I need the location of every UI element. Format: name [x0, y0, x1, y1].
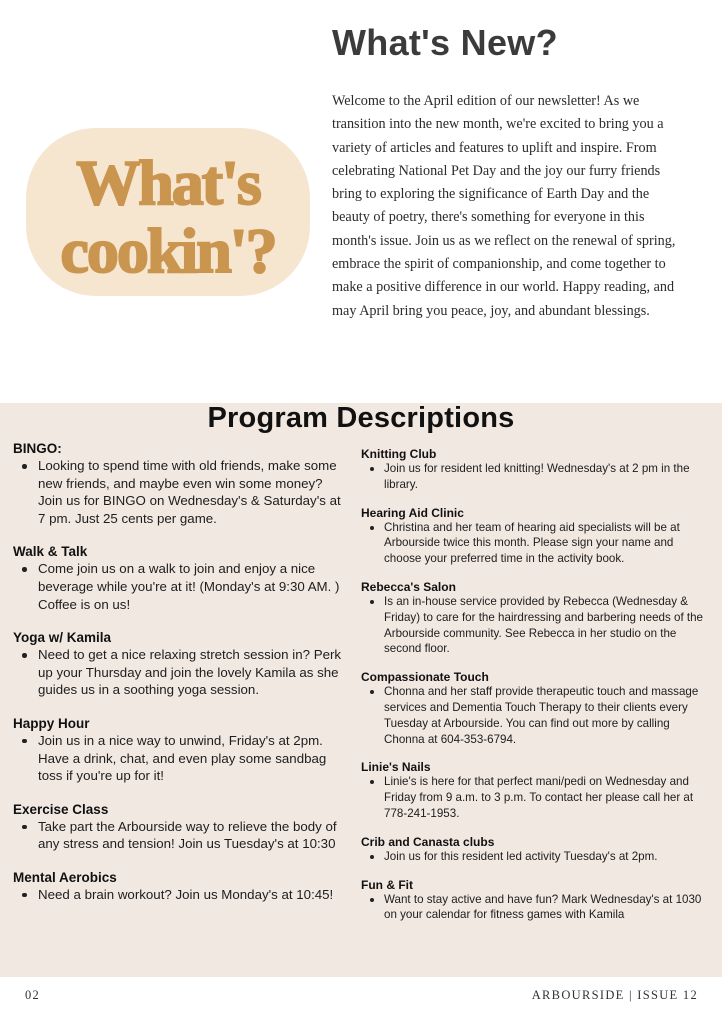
program-description: Is an in-house service provided by Rebecca (Wednesday & Friday) to care for the hairdressing and barbering needs of the Arbourside community. See Rebecca in her studio on the second floor.: [361, 594, 711, 657]
program-descriptions-title: Program Descriptions: [207, 402, 515, 434]
program-item: [13, 870, 343, 904]
page-title: What's New?: [332, 22, 558, 63]
program-description: Join us in a nice way to unwind, Friday's at 2pm. Have a drink, chat, and even play some sandbag toss if you're up for it!: [13, 732, 343, 785]
program-description: Take part the Arbourside way to relieve the body of any stress and tension! Join us Tuesday's at 10:30: [13, 818, 343, 853]
program-name: Knitting Club: [361, 447, 437, 461]
program-item: [13, 544, 343, 613]
program-name: Walk & Talk: [13, 544, 88, 560]
program-description: Chonna and her staff provide therapeutic touch and massage services and Dementia Touch Therapy to their clients every Tuesday at Arbourside. You can find out more by calling Chonna at 604-353-6794.: [361, 684, 711, 747]
program-column-left: [13, 441, 343, 904]
program-item: [361, 670, 711, 747]
program-name: Crib and Canasta clubs: [361, 834, 495, 849]
program-item: [361, 878, 711, 924]
program-description: Come join us on a walk to join and enjoy a nice beverage while you're at it! (Monday's at 9:30 AM. ) Coffee is on us!: [13, 560, 343, 613]
program-name: Exercise Class: [13, 801, 109, 817]
program-name: Compassionate Touch: [361, 670, 489, 685]
program-item: [13, 716, 343, 785]
program-column-right: [361, 447, 711, 923]
program-name: Fun & Fit: [361, 877, 413, 892]
program-name: Rebecca's Salon: [361, 579, 456, 594]
program-description: Linie's is here for that perfect mani/pedi on Wednesday and Friday from 9 a.m. to 3 p.m. To contact her please call her at 778-241-1953.: [361, 774, 711, 821]
page-number: 02: [25, 988, 41, 1002]
program-description: Join us for this resident led activity Tuesday's at 2pm.: [361, 849, 711, 865]
program-name: Hearing Aid Clinic: [361, 505, 464, 520]
program-description: Need a brain workout? Join us Monday's at 10:45!: [13, 886, 343, 904]
program-item: [361, 760, 711, 821]
program-description: Join us for resident led knitting! Wednesday's at 2 pm in the library.: [361, 461, 711, 493]
program-item: [361, 447, 711, 493]
svg-text:What's: What's: [76, 147, 260, 218]
program-description: Want to stay active and have fun? Mark Wednesday's at 1030 on your calendar for fitness games with Kamila: [361, 892, 711, 924]
program-description: Looking to spend time with old friends, make some new friends, and maybe even win some money? Join us for BINGO on Wednesday's & Saturday's at 7 pm. Just 25 cents per game.: [13, 457, 343, 527]
intro-paragraph: Welcome to the April edition of our newsletter! As we transition into the new month, we're excited to bring you a variety of articles and features to uplift and inspire. From celebrating National Pet Day and the joy our furry friends bring to exploring the significance of Earth Day and the beauty of poetry, there's something for everyone in this month's issue. Join us as we reflect on the renewal of spring, embrace the spirit of companionship, and come together to make a positive difference in our world. Happy reading, and may April bring you peace, joy, and abundant blessings.: [332, 93, 676, 319]
publication-issue: ARBOURSIDE | ISSUE 12: [531, 988, 698, 1002]
whats-cookin-logo: [22, 122, 314, 302]
program-description: Need to get a nice relaxing stretch session in? Perk up your Thursday and join the lovely Kamila as she guides us in a soothing yoga session.: [13, 646, 343, 699]
program-item: [361, 506, 711, 567]
program-name: Happy Hour: [13, 715, 90, 731]
program-name: Mental Aerobics: [13, 869, 117, 885]
program-item: [13, 802, 343, 853]
program-name: Linie's Nails: [361, 760, 431, 775]
svg-text:cookin'?: cookin'?: [60, 215, 276, 286]
program-item: [361, 835, 711, 865]
program-item: [13, 441, 343, 527]
program-name: Yoga w/ Kamila: [13, 630, 112, 646]
program-name: BINGO:: [13, 441, 62, 456]
program-description: Christina and her team of hearing aid specialists will be at Arbourside twice this month. Please sign your name and choose your preferred time in the activity book.: [361, 520, 711, 567]
program-item: [361, 580, 711, 657]
program-item: [13, 630, 343, 699]
